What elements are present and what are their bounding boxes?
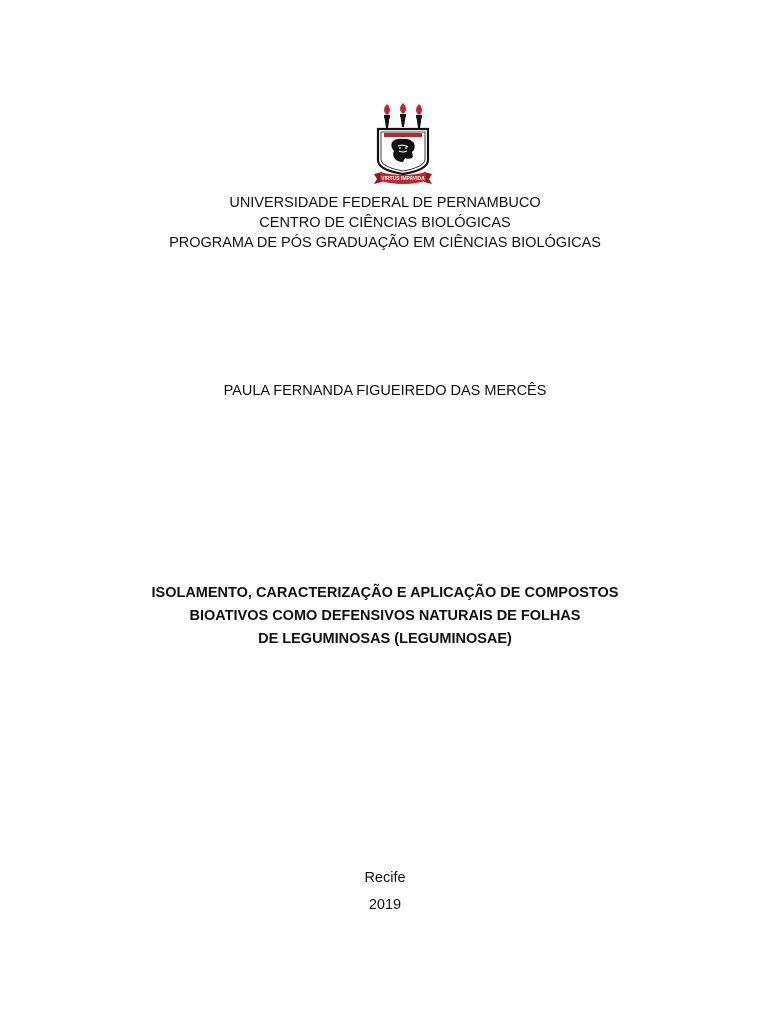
author-name: PAULA FERNANDA FIGUEIREDO DAS MERCÊS — [223, 383, 547, 399]
shield-icon — [378, 129, 428, 174]
title-line-1: ISOLAMENTO, CARACTERIZAÇÃO E APLICAÇÃO DE COMPOSTOS — [151, 585, 619, 601]
torch-left-icon — [384, 104, 390, 128]
torch-center-icon — [400, 103, 406, 127]
university-name: UNIVERSIDADE FEDERAL DE PERNAMBUCO — [229, 195, 541, 211]
center-name: CENTRO DE CIÊNCIAS BIOLÓGICAS — [259, 215, 511, 231]
program-name: PROGRAMA DE PÓS GRADUAÇÃO EM CIÊNCIAS BIOLÓGICAS — [169, 235, 601, 251]
institution-block — [0, 193, 770, 253]
title-line-3: DE LEGUMINOSAS (LEGUMINOSAE) — [258, 631, 512, 647]
document-title — [0, 582, 770, 651]
publication-place: Recife — [364, 870, 406, 886]
motto-text: VIRTUS IMPAVIDA — [381, 176, 425, 182]
title-line-2: BIOATIVOS COMO DEFENSIVOS NATURAIS DE FOLHAS — [189, 608, 581, 624]
torch-right-icon — [416, 104, 422, 128]
university-emblem-icon — [372, 102, 434, 186]
publication-year: 2019 — [368, 897, 402, 913]
